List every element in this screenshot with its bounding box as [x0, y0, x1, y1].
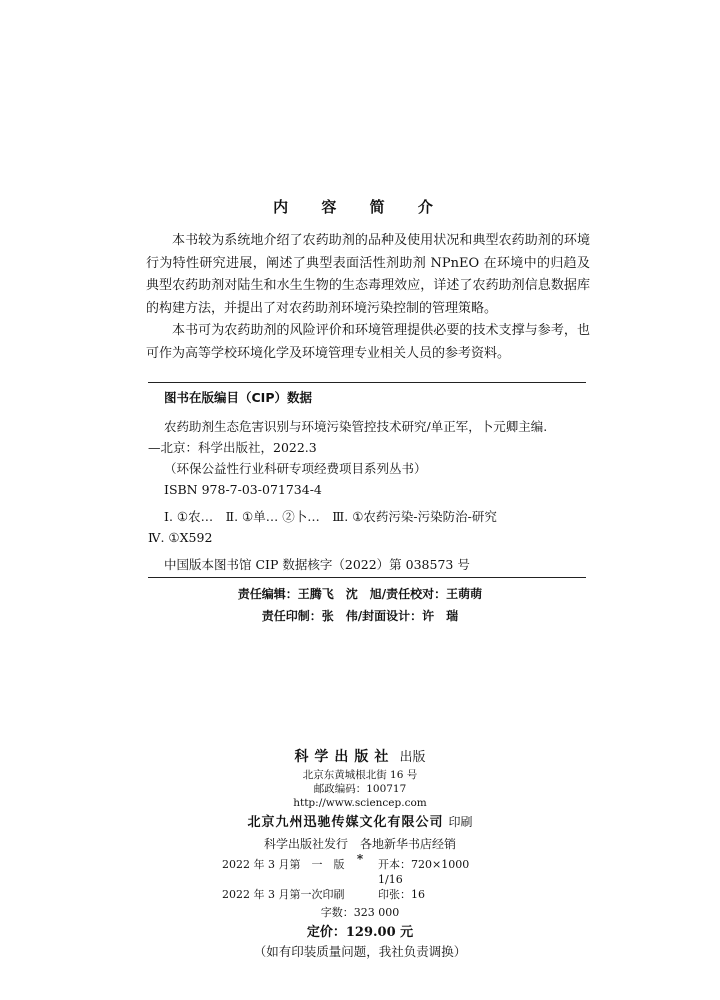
intro-paragraph-2: 本书可为农药助剂的风险评价和环境管理提供必要的技术支撑与参考，也可作为高等学校环境化学及环境管理专业相关人员的参考资料。	[146, 323, 590, 361]
cip-bottom-rule	[148, 577, 586, 578]
edition: 2022 年 3 月第 一 版	[222, 858, 345, 871]
distribution: 科学出版社发行 各地新华书店经销	[263, 837, 456, 851]
publisher-url: http://www.sciencep.com	[293, 797, 427, 809]
separator-star: *	[356, 852, 364, 866]
cip-isbn: ISBN 978-7-03-071734-4	[164, 482, 322, 497]
format: 开本：720×1000 1/16	[378, 858, 481, 886]
printing: 2022 年 3 月第一次印刷	[222, 888, 345, 901]
cip-line: 农药助剂生态危害识别与环境污染管控技术研究/单正军，卜元卿主编.	[164, 419, 548, 434]
publisher-address: 北京东黄城根北街 16 号	[302, 769, 418, 781]
publisher-block	[0, 746, 720, 864]
word-count: 字数：323 000	[320, 906, 400, 919]
cip-classification: Ⅳ. ①X592	[148, 530, 213, 545]
cip-record-number: 中国版本图书馆 CIP 数据核字（2022）第 038573 号	[164, 557, 470, 572]
editors	[0, 583, 720, 627]
editor-line: 责任编辑：王腾飞 沈 旭/责任校对：王萌萌	[237, 587, 483, 601]
quality-notice: （如有印装质量问题，我社负责调换）	[253, 944, 467, 959]
editor-line: 责任印制：张 伟/封面设计：许 瑞	[261, 609, 459, 623]
publisher-name: 科学出版社	[294, 749, 395, 765]
cip-series: （环保公益性行业科研专项经费项目系列丛书）	[164, 461, 427, 476]
cip-heading: 图书在版编目（CIP）数据	[164, 390, 312, 405]
price: 定价：129.00 元	[306, 925, 414, 940]
cip-classification: Ⅰ. ①农… Ⅱ. ①单… ②卜… Ⅲ. ①农药污染-污染防治-研究	[164, 509, 497, 524]
publisher-suffix: 出版	[399, 750, 426, 765]
publisher-postcode: 邮政编码：100717	[313, 783, 407, 795]
cip-line: —北京：科学出版社，2022.3	[148, 440, 317, 455]
page-title: 内 容 简 介	[273, 198, 447, 216]
printer-suffix: 印刷	[448, 815, 473, 829]
sheets: 印张：16	[378, 888, 425, 901]
introduction	[146, 230, 590, 365]
printer-name: 北京九州迅驰传媒文化有限公司	[247, 815, 444, 830]
specifications	[0, 857, 720, 961]
cip-top-rule	[148, 382, 586, 383]
cip-block	[148, 416, 586, 575]
intro-paragraph-1: 本书较为系统地介绍了农药助剂的品种及使用状况和典型农药助剂的环境行为特性研究进展，阐述了典型表面活性剂助剂 NPnEO 在环境中的归趋及典型农药助剂对陆生和水生生物的生态毒理效应，详述了农药助剂信息数据库的构建方法，并提出了对农药助剂环境污染控制的管理策略。	[146, 233, 590, 316]
